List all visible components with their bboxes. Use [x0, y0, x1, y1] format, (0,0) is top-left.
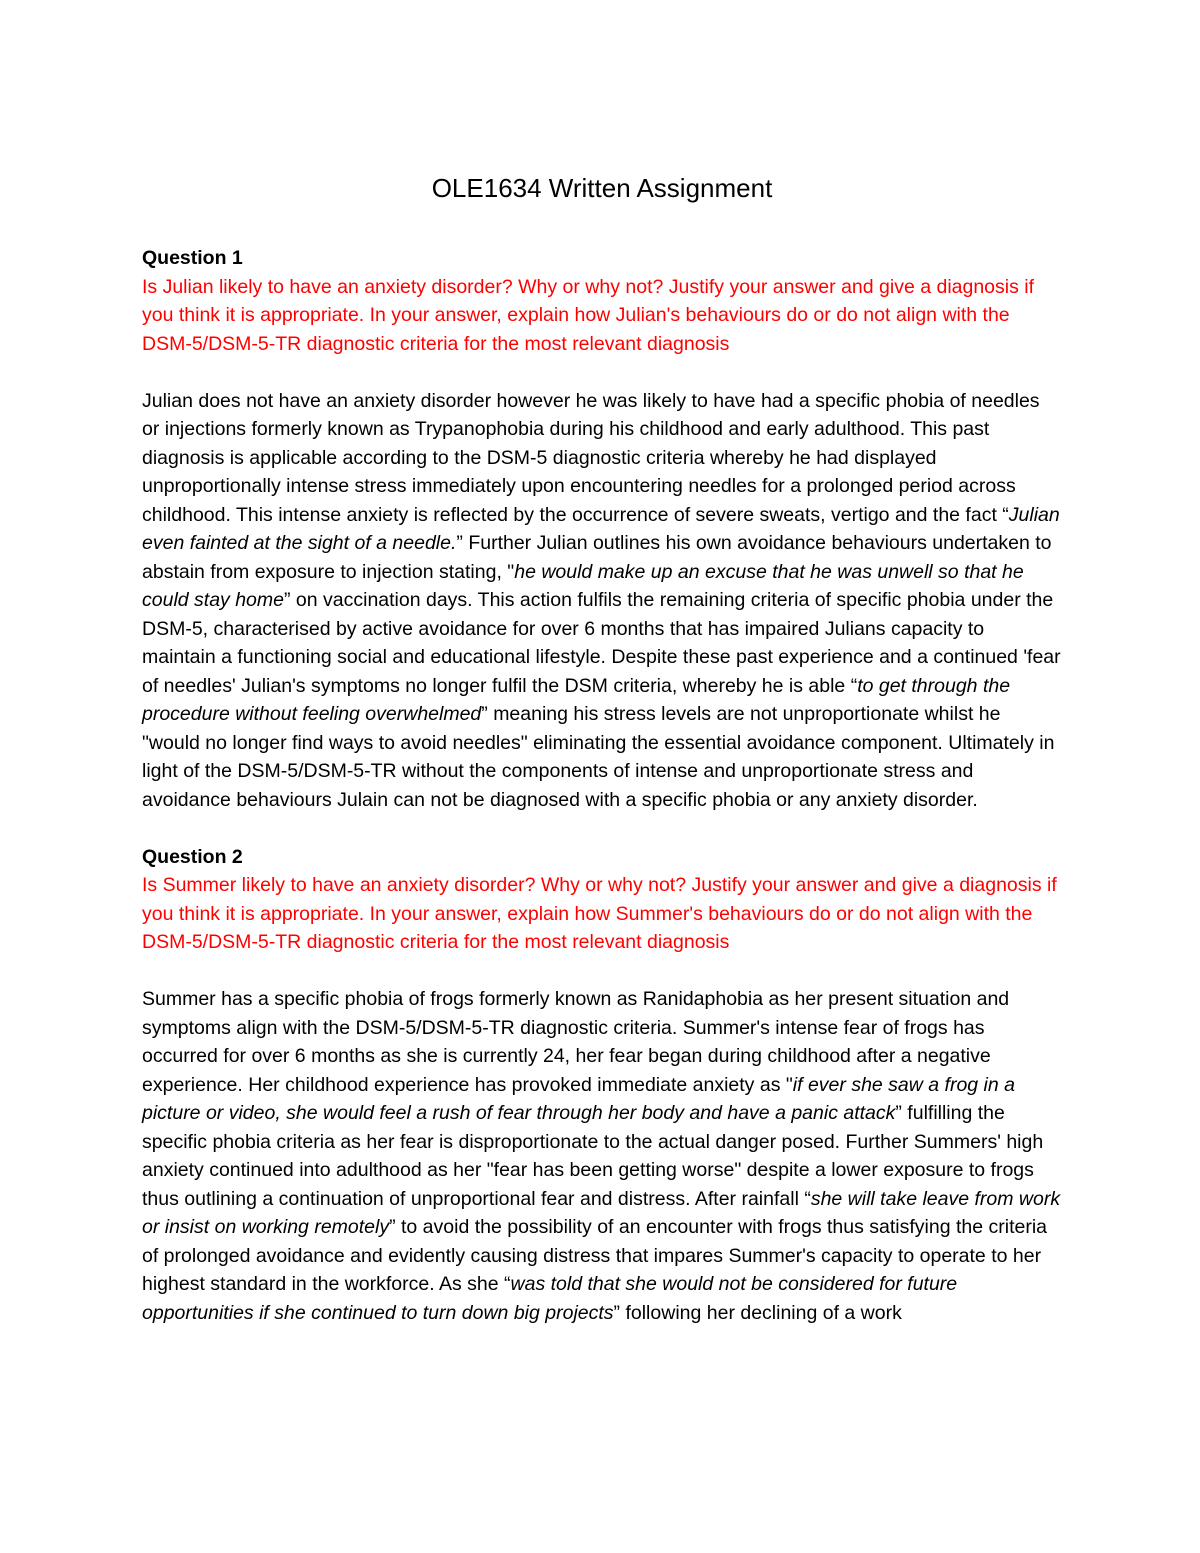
question-2-prompt: Is Summer likely to have an anxiety disorder? Why or why not? Justify your answer and give a diagnosis if you think it is appropriate. In your answer, explain how Summer's behaviours do or do not align with the DSM-5/DSM-5-TR diagnostic criteria for the most relevant diagnosis: [142, 874, 1057, 953]
answer-quote: Julian even fainted at the sight of a needle.: [142, 503, 1060, 554]
question-1-heading: Question 1: [142, 247, 243, 269]
question-1-section: [142, 244, 1062, 814]
answer-text: Summer has a specific phobia of frogs formerly known as Ranidaphobia as her present situation and symptoms align with the DSM-5/DSM-5-TR diagnostic criteria. Summer's intense fear of frogs has occurred for over 6 months as she is currently 24, her fear began during childhood after a negative experience. Her childhood experience has provoked immediate anxiety as ": [142, 988, 1010, 1096]
question-1-answer: [142, 387, 1062, 815]
answer-quote: was told that she would not be considered for future opportunities if she continued to turn down big projects: [142, 1273, 958, 1324]
answer-text: ” to avoid the possibility of an encounter with frogs thus satisfying the criteria of prolonged avoidance and evidently causing distress that impares Summer's capacity to operate to her highest standard in the workforce. As she “: [142, 1216, 1048, 1295]
answer-text: ” meaning his stress levels are not unproportionate whilst he "would no longer find ways to avoid needles" eliminating the essential avoidance component. Ultimately in light of the DSM-5/DSM-5-TR without the components of intense and unproportionate stress and avoidance behaviours Julain can not be diagnosed with a specific phobia or any anxiety disorder.: [142, 703, 1055, 811]
question-2-heading: Question 2: [142, 845, 243, 868]
answer-text: ” on vaccination days. This action fulfils the remaining criteria of specific phobia under the DSM-5, characterised by active avoidance for over 6 months that has impaired Julians capacity to maintain a functioning social and educational lifestyle. Despite these past experience and a continued 'fear of needles' Julian's symptoms no longer fulfil the DSM criteria, whereby he is able “: [142, 589, 1061, 697]
document-page: [142, 170, 1062, 1356]
answer-text: ” following her declining of a work: [613, 1301, 902, 1324]
answer-quote: if ever she saw a frog in a picture or video, she would feel a rush of fear through her body and have a panic attack: [142, 1073, 1015, 1124]
answer-text: ” fulfilling the specific phobia criteria as her fear is disproportionate to the actual danger posed. Further Summers' high anxiety continued into adulthood as her "fear has been getting worse" despite a lower exposure to frogs thus outlining a continuation of unproportional fear and distress. After rainfall “: [142, 1102, 1044, 1210]
answer-text: Julian does not have an anxiety disorder however he was likely to have had a specific phobia of needles or injections formerly known as Trypanophobia during his childhood and early adulthood. This past diagnosis is applicable according to the DSM-5 diagnostic criteria whereby he had displayed unproportionally intense stress immediately upon encountering needles for a prolonged period across childhood. This intense anxiety is reflected by the occurrence of severe sweats, vertigo and the fact “: [142, 389, 1040, 526]
question-2-answer: [142, 985, 1062, 1327]
question-1-prompt: Is Julian likely to have an anxiety disorder? Why or why not? Justify your answer and give a diagnosis if you think it is appropriate. In your answer, explain how Julian's behaviours do or do not align with the DSM-5/DSM-5-TR diagnostic criteria for the most relevant diagnosis: [142, 275, 1035, 355]
answer-quote: to get through the procedure without feeling overwhelmed: [142, 674, 1011, 725]
answer-text: ” Further Julian outlines his own avoidance behaviours undertaken to abstain from exposure to injection stating, ": [142, 532, 1052, 583]
document-title: OLE1634 Written Assignment: [431, 173, 773, 203]
question-2-section: [142, 843, 1062, 1328]
answer-quote: she will take leave from work or insist on working remotely: [142, 1187, 1061, 1238]
answer-quote: he would make up an excuse that he was unwell so that he could stay home: [142, 560, 1024, 611]
